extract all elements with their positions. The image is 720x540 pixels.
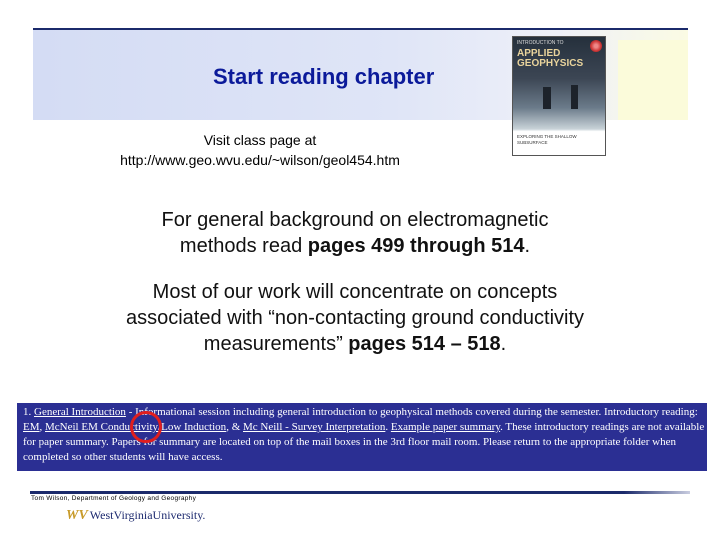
mcneil-em-conductivity-link[interactable]: McNeil EM Conductivity/Low Induction [45, 421, 227, 433]
para1-pages: pages 499 through 514 [307, 235, 525, 257]
general-introduction-link[interactable]: General Introduction [34, 406, 126, 418]
book-disc-icon [590, 40, 602, 52]
para2-line1: Most of our work will concentrate on concepts [152, 281, 558, 303]
para2-line2: associated with “non-contacting ground conductivity [125, 307, 585, 329]
reading-paragraph-1 [60, 207, 650, 259]
wvu-logo-text: WestVirginiaUniversity. [89, 508, 206, 522]
book-figure-person [543, 87, 551, 109]
banner-number: 1. [23, 406, 32, 418]
class-page-note [70, 130, 450, 170]
syllabus-excerpt: 1. General Introduction - Informational session including general introduction to geophysical methods covered during the semester. Introductory reading: EM, McNeil EM Conductivity/Low Induction, & Mc Neill - Survey Interpretation. Example paper summary. These introductory readings are not available for paper summary. Papers for summary are located on top of the mail boxes in the 3rd floor mail room. Please return to the appropriate folder when completed so other students will have access. [17, 403, 707, 471]
reading-paragraph-2 [60, 279, 650, 357]
banner-text: . These introductory readings are not available for paper summary. Papers for summary are located on top of the mail boxes in the 3rd floor mail room. Please return to the appropriate folder when completed so other students will have access. [23, 421, 705, 463]
visit-line: Visit class page at [203, 132, 317, 148]
book-figure-person [571, 85, 578, 109]
banner-text: - Informational session including general introduction to geophysical methods covered during the semester. [128, 406, 602, 418]
example-paper-summary-link[interactable]: Example paper summary [390, 421, 501, 433]
title-band-accent [618, 40, 688, 120]
wvu-logo-mark: WV [66, 508, 88, 523]
book-cover-image [512, 36, 606, 156]
mcneill-survey-interpretation-link[interactable]: Mc Neill - Survey Interpretation [243, 421, 386, 433]
book-top-text: INTRODUCTION TO [517, 40, 564, 46]
para2-line3: measurements” pages 514 – 518. [203, 333, 507, 355]
para2-pages: pages 514 – 518 [348, 333, 501, 355]
em-link[interactable]: EM [23, 421, 40, 433]
banner-text: Introductory reading: [604, 406, 698, 418]
page-title: Start reading chapter [213, 64, 435, 89]
wvu-logo [66, 508, 205, 524]
para1-line2: methods read pages 499 through 514. [179, 235, 531, 257]
book-subtitle: EXPLORING THE SHALLOW SUBSURFACE [517, 134, 577, 145]
footer-divider [30, 491, 690, 494]
book-title [517, 49, 583, 69]
book-title-line2: GEOPHYSICS [517, 58, 584, 69]
class-page-url[interactable]: http://www.geo.wvu.edu/~wilson/geol454.htm [120, 152, 400, 168]
book-title-line1: APPLIED [517, 48, 561, 59]
para1-line1: For general background on electromagnetic [161, 209, 549, 231]
highlight-circle [130, 411, 162, 443]
footer-credit: Tom Wilson, Department of Geology and Geography [31, 495, 197, 502]
